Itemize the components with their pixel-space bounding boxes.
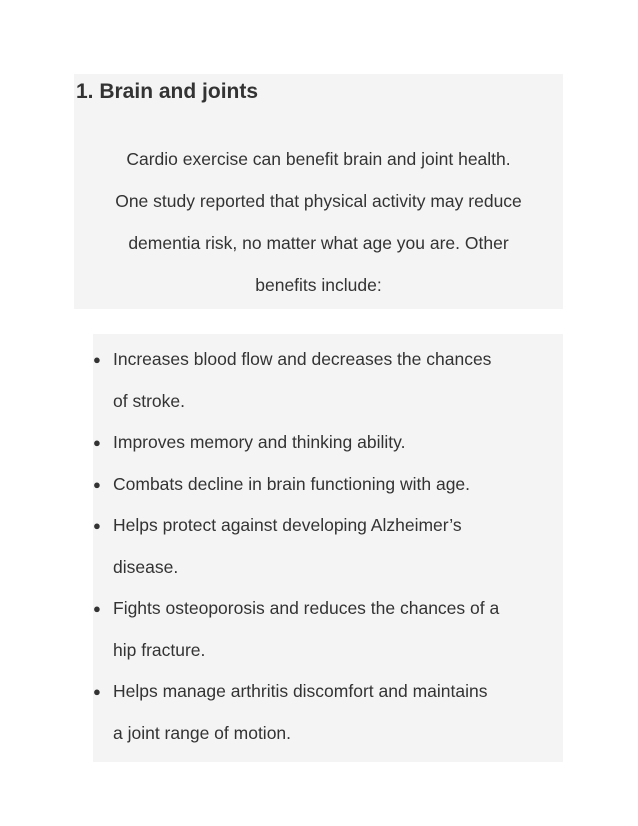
list-item [93,588,563,671]
list-item-line: Combats decline in brain functioning with age. [113,473,471,494]
bullet-icon: ● [93,518,101,533]
list-item-line: Improves memory and thinking ability. [113,432,406,452]
list-item [93,339,563,422]
list-item [93,671,563,754]
intro-paragraph [74,138,563,306]
section-heading: 1. Brain and joints [76,80,259,103]
list-item-line: disease. [113,556,179,577]
list-item [93,505,563,588]
list-item-line: hip fracture. [113,639,206,660]
benefits-list [93,339,563,754]
list-item-line: of stroke. [113,390,185,411]
bullet-icon: ● [93,476,101,492]
bullet-icon: ● [93,684,101,699]
list-item [93,464,563,506]
bullet-icon: ● [93,435,101,450]
intro-line: dementia risk, no matter what age you are. Other [128,233,509,253]
list-item-line: Increases blood flow and decreases the chances [113,349,492,369]
list-item [93,422,563,464]
intro-line: One study reported that physical activity may reduce [115,191,522,211]
list-item-line: Helps protect against developing Alzheimer’s [113,515,462,535]
intro-line: benefits include: [255,275,382,295]
list-item-line: a joint range of motion. [113,722,292,743]
bullet-icon: ● [93,601,101,616]
bullet-icon: ● [93,352,101,367]
list-item-line: Fights osteoporosis and reduces the chances of a [113,598,500,618]
intro-line: Cardio exercise can benefit brain and joint health. [126,149,511,169]
list-item-line: Helps manage arthritis discomfort and maintains [113,681,488,701]
